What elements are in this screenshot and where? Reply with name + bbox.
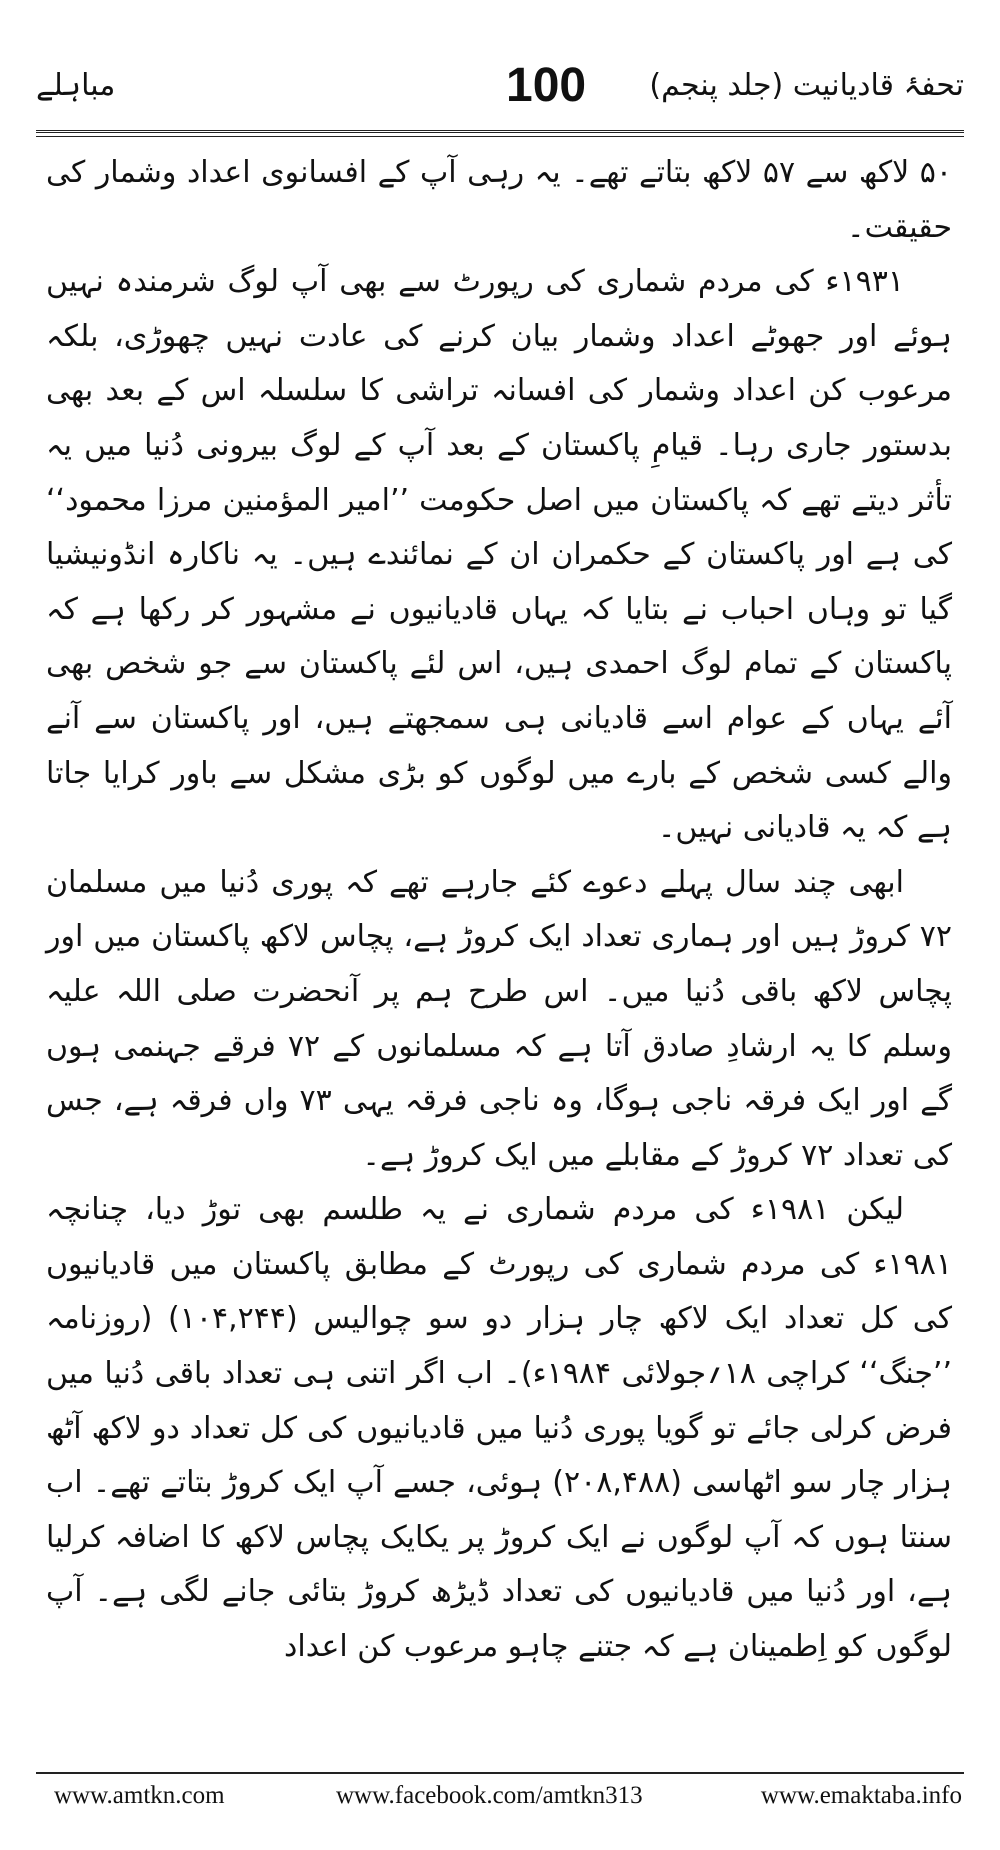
book-title: تحفۂ قادیانیت (جلد پنجم): [649, 68, 964, 103]
footer-link-amtkn[interactable]: www.amtkn.com: [54, 1782, 225, 1809]
chapter-title: مباہلے: [36, 68, 116, 103]
page-footer: [36, 1782, 964, 1822]
paragraph: ۱۹۳۱ء کی مردم شماری کی رپورٹ سے بھی آپ لوگ شرمندہ نہیں ہوئے اور جھوٹے اعداد وشمار بیان کرنے کی عادت نہیں چھوڑی، بلکہ مرعوب کن اعداد وشمار کی افسانہ تراشی کا سلسلہ اس کے بعد بھی بدستور جاری رہا۔ قیامِ پاکستان کے بعد آپ کے لوگ بیرونی دُنیا میں یہ تأثر دیتے تھے کہ پاکستان میں اصل حکومت ’’امیر المؤمنین مرزا محمود‘‘ کی ہے اور پاکستان کے حکمران ان کے نمائندے ہیں۔ یہ ناکارہ انڈونیشیا گیا تو وہاں احباب نے بتایا کہ یہاں قادیانیوں نے مشہور کر رکھا ہے کہ پاکستان کے تمام لوگ احمدی ہیں، اس لئے پاکستان سے جو شخص بھی آئے یہاں کے عوام اسے قادیانی ہی سمجھتے ہیں، اور پاکستان سے آنے والے کسی شخص کے بارے میں لوگوں کو بڑی مشکل سے باور کرایا جاتا ہے کہ یہ قادیانی نہیں۔: [46, 264, 952, 846]
paragraph: ابھی چند سال پہلے دعوے کئے جارہے تھے کہ پوری دُنیا میں مسلمان ۷۲ کروڑ ہیں اور ہماری تعداد ایک کروڑ ہے، پچاس لاکھ پاکستان میں اور پچاس لاکھ باقی دُنیا میں۔ اس طرح ہم پر آنحضرت صلی اللہ علیہ وسلم کا یہ ارشادِ صادق آتا ہے کہ مسلمانوں کے ۷۲ فرقے جہنمی ہوں گے اور ایک فرقہ ناجی ہوگا، وہ ناجی فرقہ یہی ۷۳ واں فرقہ ہے، جس کی تعداد ۷۲ کروڑ کے مقابلے میں ایک کروڑ ہے۔: [46, 864, 952, 1173]
page-number: 100: [506, 59, 587, 112]
paragraph: لیکن ۱۹۸۱ء کی مردم شماری نے یہ طلسم بھی توڑ دیا، چنانچہ ۱۹۸۱ء کی مردم شماری کی رپورٹ کے مطابق پاکستان میں قادیانیوں کی کل تعداد ایک لاکھ چار ہزار دو سو چوالیس (۱۰۴,۲۴۴) (روزنامہ ’’جنگ‘‘ کراچی ۱۸؍جولائی ۱۹۸۴ء)۔ اب اگر اتنی ہی تعداد باقی دُنیا میں فرض کرلی جائے تو گویا پوری دُنیا میں قادیانیوں کی کل تعداد دو لاکھ آٹھ ہزار چار سو اٹھاسی (۲۰۸,۴۸۸) ہوئی، جسے آپ ایک کروڑ بتاتے تھے۔ اب سنتا ہوں کہ آپ لوگوں نے ایک کروڑ پر یکایک پچاس لاکھ کا اضافہ کرلیا ہے، اور دُنیا میں قادیانیوں کی تعداد ڈیڑھ کروڑ بتائی جانے لگی ہے۔ آپ لوگوں کو اِطمینان ہے کہ جتنے چاہو مرعوب کن اعداد: [46, 1192, 953, 1665]
footer-link-facebook[interactable]: www.facebook.com/amtkn313: [336, 1782, 643, 1809]
paragraph: ۵۰ لاکھ سے ۵۷ لاکھ بتاتے تھے۔ یہ رہی آپ کے افسانوی اعداد وشمار کی حقیقت۔: [46, 155, 953, 245]
footer-link-emaktaba[interactable]: www.emaktaba.info: [760, 1782, 962, 1809]
page-body: [46, 146, 952, 1746]
footer-rule: [36, 1772, 964, 1774]
header-rule: [36, 130, 964, 137]
page-header: [36, 58, 964, 118]
